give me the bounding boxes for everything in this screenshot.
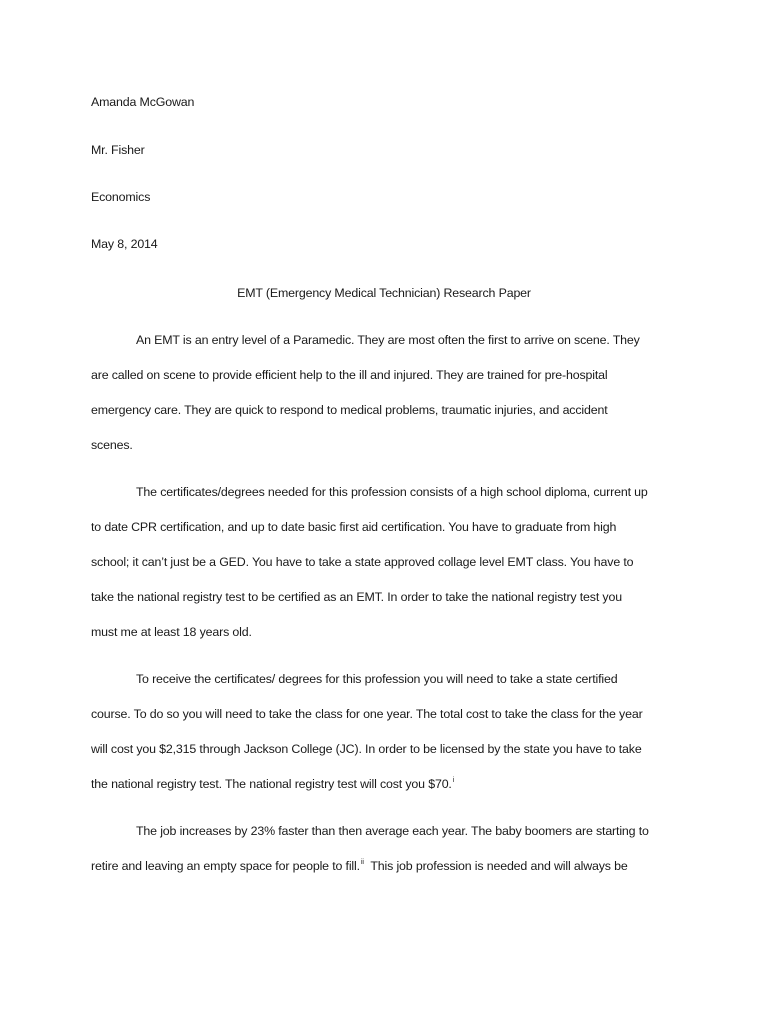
course-name: Economics bbox=[91, 190, 151, 204]
paragraph-2-line-2: to date CPR certification, and up to date basic first aid certification. You have to graduate from high bbox=[91, 520, 617, 534]
teacher-name: Mr. Fisher bbox=[91, 143, 145, 157]
paragraph-3-line-4-text: the national registry test. The national registry test will cost you $70. bbox=[91, 777, 452, 791]
paragraph-3-line-2: course. To do so you will need to take the class for one year. The total cost to take the class for the year bbox=[91, 707, 643, 721]
paragraph-2-line-3: school; it can’t just be a GED. You have to take a state approved collage level EMT class. You have to bbox=[91, 555, 634, 569]
paragraph-1-line-3: emergency care. They are quick to respond to medical problems, traumatic injuries, and accident bbox=[91, 403, 608, 417]
paper-date: May 8, 2014 bbox=[91, 237, 158, 251]
paragraph-2-line-4: take the national registry test to be certified as an EMT. In order to take the national registry test you bbox=[91, 590, 622, 604]
paragraph-2-line-5: must me at least 18 years old. bbox=[91, 625, 252, 639]
paper-title: EMT (Emergency Medical Technician) Research Paper bbox=[237, 286, 531, 300]
paragraph-4-line-2-text: retire and leaving an empty space for people to fill. bbox=[91, 859, 360, 873]
paragraph-3-line-4 bbox=[91, 776, 454, 792]
paragraph-4-line-2-continuation: This job profession is needed and will always be bbox=[370, 859, 628, 873]
paragraph-1-line-2: are called on scene to provide efficient help to the ill and injured. They are trained for pre-hospital bbox=[91, 368, 608, 382]
paragraph-1-line-1: An EMT is an entry level of a Paramedic. They are most often the first to arrive on scene. They bbox=[136, 333, 640, 347]
paragraph-3-line-3: will cost you $2,315 through Jackson College (JC). In order to be licensed by the state you have to take bbox=[91, 742, 642, 756]
footnote-marker[interactable]: ii bbox=[360, 858, 364, 866]
author-name: Amanda McGowan bbox=[91, 95, 195, 109]
footnote-marker[interactable]: i bbox=[452, 776, 455, 784]
paragraph-1-line-4: scenes. bbox=[91, 438, 133, 452]
paragraph-2-line-1: The certificates/degrees needed for this profession consists of a high school diploma, current up bbox=[136, 485, 648, 499]
paragraph-3-line-1: To receive the certificates/ degrees for this profession you will need to take a state certified bbox=[136, 672, 618, 686]
paragraph-4-line-1: The job increases by 23% faster than then average each year. The baby boomers are starting to bbox=[136, 824, 649, 838]
paragraph-4-line-2 bbox=[91, 858, 628, 874]
